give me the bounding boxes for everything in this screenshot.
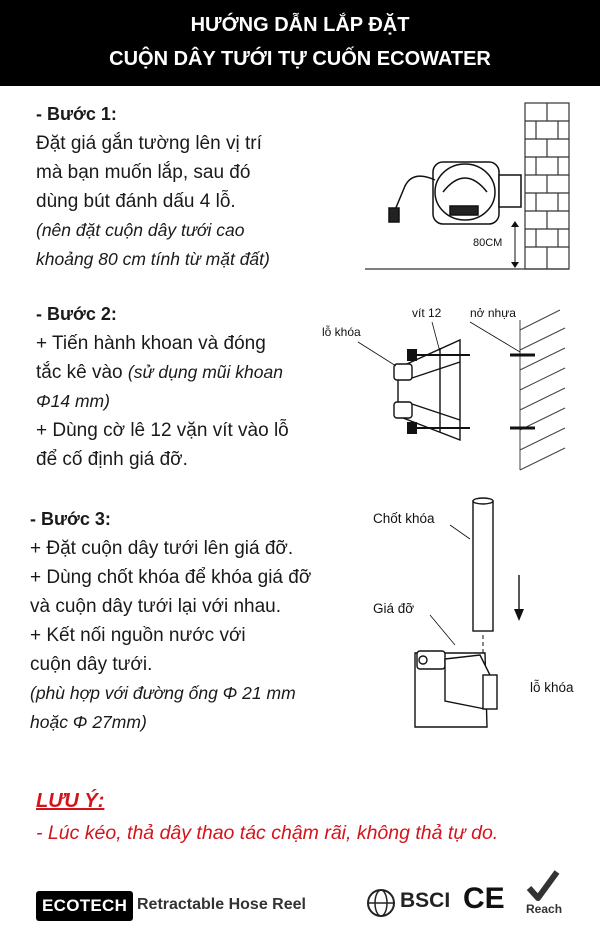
pin-label: Chốt khóa	[373, 511, 435, 526]
step-1-line: dùng bút đánh dấu 4 lỗ.	[36, 191, 236, 212]
globe-icon	[362, 884, 400, 922]
step-1-note: (nên đặt cuộn dây tưới cao	[36, 220, 245, 240]
step-1-line: mà bạn muốn lắp, sau đó	[36, 162, 251, 183]
wall-hatch-icon	[520, 310, 565, 470]
title-line-2: CUỘN DÂY TƯỚI TỰ CUỐN ECOWATER	[109, 48, 491, 70]
lock-pin-icon	[473, 498, 493, 631]
step-3-note: hoặc Φ 27mm)	[30, 712, 147, 732]
mount-bracket-icon	[415, 651, 497, 727]
step-1-figure	[365, 100, 575, 275]
step-1-note: khoảng 80 cm tính từ mặt đất)	[36, 249, 270, 269]
step-2-line: + Tiến hành khoan và đóng	[36, 333, 266, 354]
hose-reel-icon	[389, 162, 521, 224]
arrow-down-icon	[514, 575, 524, 621]
step-2-note: (sử dụng mũi khoan	[127, 362, 283, 382]
step-2	[36, 300, 289, 474]
screw-label: vít 12	[412, 306, 442, 320]
step-2-figure	[320, 300, 580, 475]
note-text: - Lúc kéo, thả dây thao tác chậm rãi, không thả tự do.	[36, 822, 499, 844]
bsci-logo: BSCI	[400, 889, 451, 912]
note-title: LƯU Ý:	[36, 790, 105, 812]
step-3	[30, 505, 311, 737]
step-1	[36, 100, 270, 274]
checkmark-icon	[525, 868, 561, 902]
ce-mark: CE	[463, 882, 505, 915]
product-name: Retractable Hose Reel	[137, 896, 306, 913]
step-3-line: cuộn dây tưới.	[30, 654, 153, 675]
bracket-label: Giá đỡ	[373, 601, 415, 616]
step-3-line: + Kết nối nguồn nước với	[30, 625, 246, 646]
step-3-line: và cuộn dây tưới lại với nhau.	[30, 596, 281, 617]
step-3-title: - Bước 3:	[30, 509, 111, 529]
title-line-1: HƯỚNG DẪN LẮP ĐẶT	[190, 14, 410, 36]
plug-icon	[510, 355, 535, 428]
plug-label: nở nhựa	[470, 306, 516, 320]
lock-hole-label: lỗ khóa	[322, 325, 361, 339]
step-3-line: + Dùng chốt khóa để khóa giá đỡ	[30, 567, 312, 588]
step-1-line: Đặt giá gắn tường lên vị trí	[36, 133, 262, 154]
step-3-line: + Đặt cuộn dây tưới lên giá đỡ.	[30, 538, 294, 559]
brand-logo: ECOTECH	[36, 891, 133, 921]
step-2-line: để cố định giá đỡ.	[36, 449, 188, 470]
height-label: 80CM	[473, 237, 503, 249]
step-3-note: (phù hợp với đường ống Φ 21 mm	[30, 683, 296, 703]
step-2-line: tắc kê vào (sử dụng mũi khoan	[36, 362, 283, 383]
step-2-title: - Bước 2:	[36, 304, 117, 324]
step-1-title: - Bước 1:	[36, 104, 117, 124]
brick-wall-icon	[525, 103, 569, 269]
lock-hole-label: lỗ khóa	[530, 680, 574, 695]
reach-label: Reach	[526, 902, 563, 916]
step-3-figure	[355, 495, 590, 755]
step-2-line: + Dùng cờ lê 12 vặn vít vào lỗ	[36, 420, 289, 441]
step-2-note: Φ14 mm)	[36, 391, 110, 411]
page-header	[0, 0, 600, 86]
